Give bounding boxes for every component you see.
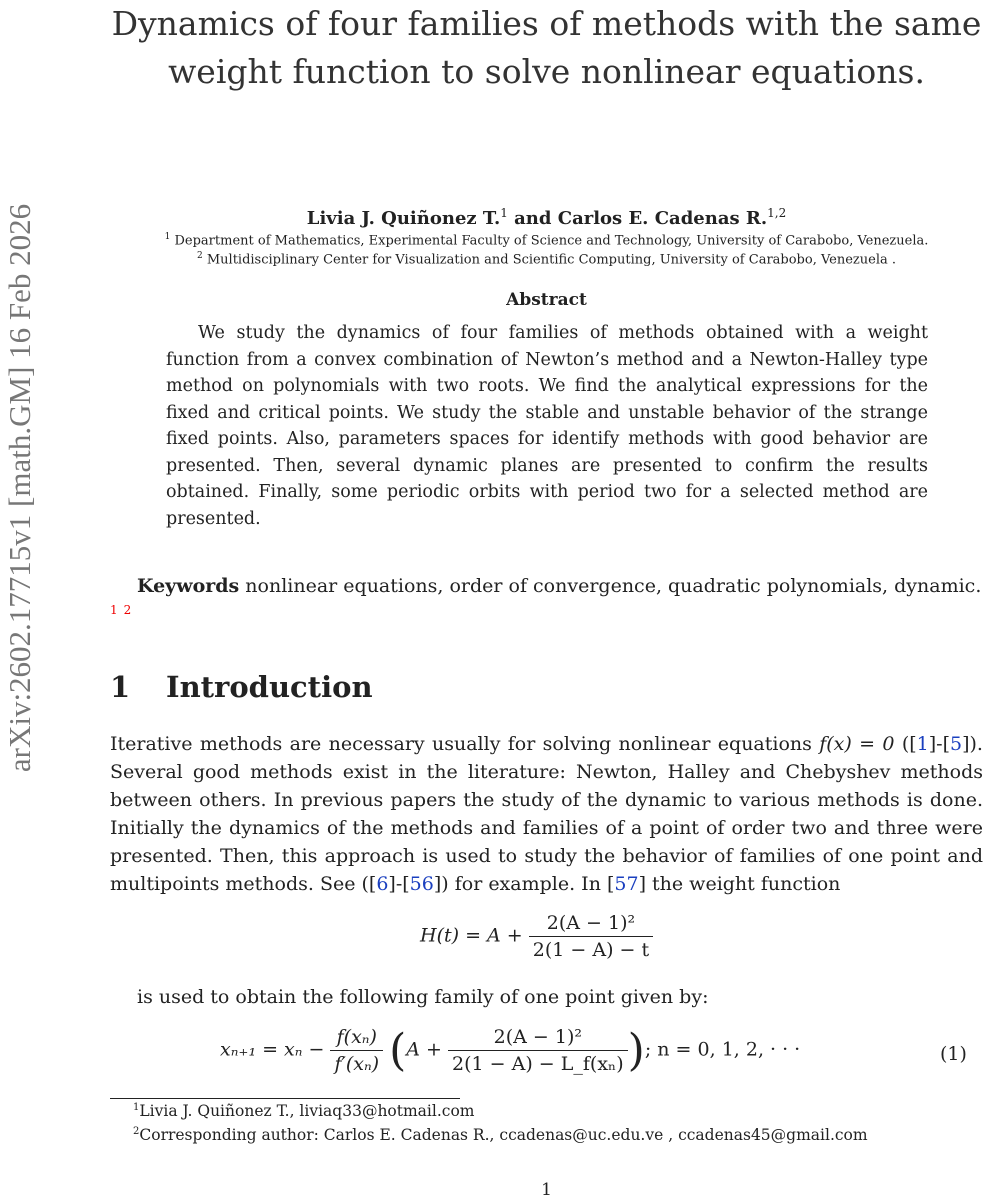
eq2-denominator: 2(1 − A) − L_f(xₙ) <box>452 1053 624 1075</box>
eq1-denominator: 2(1 − A) − t <box>532 939 650 961</box>
abstract-heading: Abstract <box>506 290 587 310</box>
citation-1[interactable]: 1 <box>916 733 929 755</box>
author-2-sup: 1,2 <box>767 206 787 220</box>
footnote-link-marks <box>110 603 137 617</box>
eq2-newton-fraction <box>330 1026 383 1075</box>
keywords-text: nonlinear equations, order of convergence, quadratic polynomials, dynamic. <box>239 575 982 597</box>
eq2-f-denominator: f′(xₙ) <box>334 1053 380 1075</box>
footnote-2 <box>133 1126 868 1144</box>
title-line-2: weight function to solve nonlinear equations. <box>168 52 925 91</box>
eq1-fraction <box>529 912 653 961</box>
footnote-1-sup: 1 <box>133 1102 140 1113</box>
eq2-weight-fraction <box>448 1026 628 1075</box>
footnote-2-text: Corresponding author: Carlos E. Cadenas R., ccadenas@uc.edu.ve , ccadenas45@gmail.com <box>139 1126 868 1145</box>
abstract-text: We study the dynamics of four families of methods obtained with a weight function from a convex combination of Newton’s method and a Newton-Halley type method on polynomials with two roots. We find the analytical expressions for the fixed and critical points. We study the stable and unstable behavior of the strange fixed points. Also, parameters spaces for identify methods with good behavior are presented. Then, several dynamic planes are presented to confirm the results obtained. Finally, some periodic orbits with period two for a selected method are presented. <box>166 323 928 529</box>
paper-title <box>110 0 983 96</box>
intro-text-e: ]-[ <box>388 873 410 895</box>
citation-57[interactable]: 57 <box>614 873 639 895</box>
affiliation-1-text: Department of Mathematics, Experimental Faculty of Science and Technology, University of Carabobo, Venezuela. <box>170 233 929 249</box>
intro-text-b: ([ <box>894 733 917 755</box>
footnote-link-2[interactable]: 2 <box>123 603 138 617</box>
title-line-1: Dynamics of four families of methods with the same <box>111 4 982 43</box>
intro-text-f: ]) for example. In [ <box>433 873 615 895</box>
affiliation-2-text: Multidisciplinary Center for Visualization and Scientific Computing, University of Carabobo, Venezuela . <box>202 252 897 268</box>
eq2-A: A + <box>406 1038 442 1061</box>
keywords <box>137 575 983 597</box>
weight-function-equation <box>420 912 653 961</box>
right-paren: ) <box>627 1025 645 1076</box>
intro-text-c: ]-[ <box>928 733 951 755</box>
affiliation-2 <box>110 251 983 267</box>
eq1-lhs: H(t) = A + <box>420 924 523 947</box>
iteration-equation <box>220 1025 800 1076</box>
page-number: 1 <box>541 1180 552 1200</box>
citation-6[interactable]: 6 <box>376 873 389 895</box>
section-title: Introduction <box>166 670 373 704</box>
author-1-sup: 1 <box>500 206 508 220</box>
citation-56[interactable]: 56 <box>409 873 434 895</box>
eq2-tail: ; n = 0, 1, 2, · · · <box>644 1038 801 1061</box>
author-2: and Carlos E. Cadenas R. <box>507 208 768 229</box>
intro-text-d: ]). Several good methods exist in the literature: Newton, Halley and Chebyshev methods between others. In previous papers the study of the dynamic to various methods is done. Initially the dynamics of the methods and families of a point of order two and three were presented. Then, this approach is used to study the behavior of families of one point and multipoints methods. See ([ <box>110 733 983 895</box>
footnote-rule <box>110 1098 460 1099</box>
affiliation-1-sup: 1 <box>164 232 171 242</box>
author-1: Livia J. Quiñonez T. <box>306 208 501 229</box>
intro-paragraph <box>110 730 983 898</box>
footnote-1-text: Livia J. Quiñonez T., liviaq33@hotmail.com <box>139 1102 475 1121</box>
section-heading <box>110 670 373 704</box>
eq2-numerator: 2(A − 1)² <box>448 1026 628 1051</box>
affiliation-1 <box>110 232 983 248</box>
footnote-link-1[interactable]: 1 <box>110 603 124 617</box>
intro-text-a: Iterative methods are necessary usually for solving nonlinear equations <box>110 733 820 755</box>
authors <box>110 206 983 229</box>
keywords-label: Keywords <box>137 575 240 597</box>
footnote-2-sup: 2 <box>133 1126 140 1137</box>
intro-equation-inline: f(x) = 0 <box>819 733 895 755</box>
eq2-lhs: xₙ₊₁ = xₙ − <box>220 1038 325 1061</box>
footnote-1 <box>133 1102 474 1120</box>
equation-number: (1) <box>940 1043 967 1065</box>
intro-text-g: ] the weight function <box>638 873 841 895</box>
section-number: 1 <box>110 670 131 704</box>
affiliation-2-sup: 2 <box>196 251 203 261</box>
left-paren: ( <box>389 1025 407 1076</box>
arxiv-sidebar-stamp: arXiv:2602.17715v1 [math.GM] 16 Feb 2026 <box>2 203 37 773</box>
intro-paragraph-2: is used to obtain the following family of one point given by: <box>137 986 709 1008</box>
citation-5[interactable]: 5 <box>950 733 963 755</box>
eq1-numerator: 2(A − 1)² <box>529 912 653 937</box>
eq2-f-numerator: f(xₙ) <box>330 1026 383 1051</box>
